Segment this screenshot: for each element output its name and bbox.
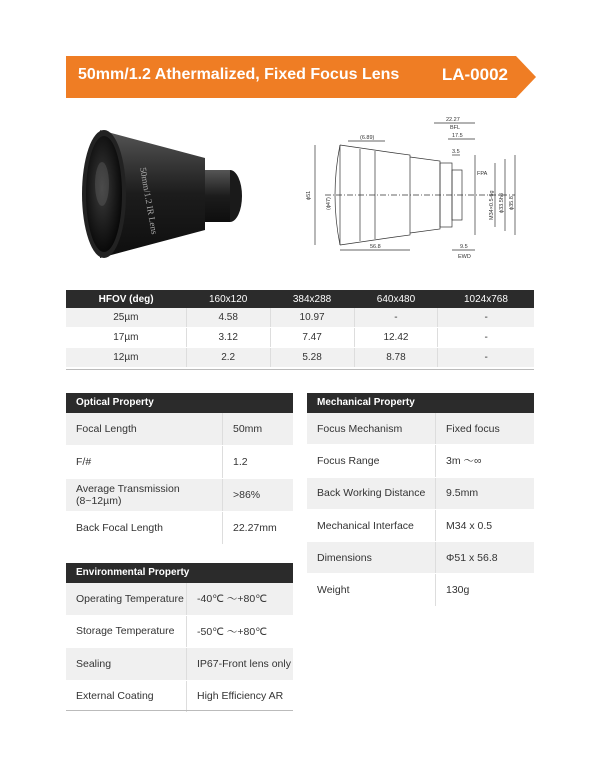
dim-fpa: FPA <box>477 171 488 177</box>
technical-drawing <box>300 115 535 275</box>
dim-56-8: 56.8 <box>370 244 381 250</box>
hfov-cell: 5.28 <box>270 348 354 368</box>
hfov-cell: 2.2 <box>186 348 270 368</box>
table-row <box>66 615 293 648</box>
hfov-cell: - <box>438 328 534 348</box>
property-value: 130g <box>436 574 535 606</box>
property-value: 22.27mm <box>223 512 294 545</box>
hfov-cell: 3.12 <box>186 328 270 348</box>
hfov-cell: - <box>354 308 438 328</box>
table-row <box>307 413 534 445</box>
table-row <box>66 328 534 348</box>
property-value: High Efficiency AR <box>187 680 294 713</box>
property-value: 9.5mm <box>436 477 535 509</box>
table-row <box>66 648 293 681</box>
table-row <box>307 509 534 541</box>
dim-phi35: ϕ35.8 <box>509 196 515 210</box>
property-label: F/# <box>66 446 223 479</box>
property-value: 50mm <box>223 413 294 446</box>
lens-photo <box>80 118 260 268</box>
dim-22-27: 22.27 <box>446 117 460 123</box>
environmental-property-panel <box>66 563 293 713</box>
hfov-header: 640x480 <box>354 290 438 308</box>
hfov-header: 1024x768 <box>438 290 534 308</box>
product-code: LA-0002 <box>441 65 508 84</box>
optical-property-panel <box>66 393 293 545</box>
table-row <box>307 574 534 606</box>
hfov-cell: 8.78 <box>354 348 438 368</box>
dim-6-89: (6.89) <box>360 135 375 141</box>
table-row <box>307 477 534 509</box>
hfov-header: 160x120 <box>186 290 270 308</box>
pixel-pitch: 17µm <box>66 328 186 348</box>
property-value: >86% <box>223 479 294 512</box>
hfov-header: HFOV (deg) <box>66 290 186 308</box>
lens-label: 50mm/1.2 IR Lens <box>138 166 160 236</box>
hfov-cell: 4.58 <box>186 308 270 328</box>
table-row <box>307 445 534 477</box>
hfov-cell: - <box>438 308 534 328</box>
hfov-cell: 10.97 <box>270 308 354 328</box>
table-row <box>66 583 293 615</box>
title-banner <box>66 56 536 98</box>
hfov-table <box>66 290 534 368</box>
hfov-cell: 7.47 <box>270 328 354 348</box>
property-label: External Coating <box>66 680 187 713</box>
dim-17-5: 17.5 <box>452 133 463 139</box>
table-row <box>66 479 293 512</box>
property-label: Dimensions <box>307 542 436 574</box>
table-row <box>307 542 534 574</box>
property-label: Back Focal Length <box>66 512 223 545</box>
dim-ewd: EWD <box>458 254 471 260</box>
property-value: M34 x 0.5 <box>436 509 535 541</box>
dim-m34: M34×0.5-6g <box>489 190 495 220</box>
property-value: Fixed focus <box>436 413 535 445</box>
property-value: -50℃ ～+80℃ <box>187 615 294 648</box>
hfov-cell: 12.42 <box>354 328 438 348</box>
pixel-pitch: 12µm <box>66 348 186 368</box>
table-row <box>66 348 534 368</box>
table-row <box>66 680 293 713</box>
table-rule <box>66 369 534 370</box>
property-label: Back Working Distance <box>307 477 436 509</box>
dim-phi47: (ϕ47) <box>326 197 332 210</box>
property-label: Sealing <box>66 648 187 681</box>
env-bottom-rule <box>66 710 293 711</box>
dim-bfl: BFL <box>450 125 461 131</box>
property-value: 1.2 <box>223 446 294 479</box>
property-label: Operating Temperature <box>66 583 187 615</box>
pixel-pitch: 25µm <box>66 308 186 328</box>
property-label: Mechanical Interface <box>307 509 436 541</box>
mechanical-property-heading: Mechanical Property <box>307 393 534 413</box>
dim-phi33: ϕ33.5h8 <box>499 193 505 213</box>
property-label: Focal Length <box>66 413 223 446</box>
product-title: 50mm/1.2 Athermalized, Fixed Focus Lens <box>78 66 400 83</box>
property-label: Average Transmission (8~12µm) <box>66 479 223 512</box>
optical-property-heading: Optical Property <box>66 393 293 413</box>
property-value: IP67-Front lens only <box>187 648 294 681</box>
hfov-cell: - <box>438 348 534 368</box>
property-value: -40℃ ～+80℃ <box>187 583 294 615</box>
table-row <box>66 308 534 328</box>
hfov-header-row <box>66 290 534 308</box>
table-row <box>66 446 293 479</box>
environmental-property-heading: Environmental Property <box>66 563 293 583</box>
dim-9-5: 9.5 <box>460 244 468 250</box>
dim-3-5: 3.5 <box>452 149 460 155</box>
property-label: Focus Mechanism <box>307 413 436 445</box>
mechanical-property-panel <box>307 393 534 607</box>
table-row <box>66 413 293 446</box>
property-label: Storage Temperature <box>66 615 187 648</box>
dim-phi51: ϕ51 <box>306 190 312 200</box>
hfov-header: 384x288 <box>270 290 354 308</box>
property-label: Weight <box>307 574 436 606</box>
property-label: Focus Range <box>307 445 436 477</box>
property-value: Φ51 x 56.8 <box>436 542 535 574</box>
table-row <box>66 512 293 545</box>
property-value: 3m ～∞ <box>436 445 535 477</box>
